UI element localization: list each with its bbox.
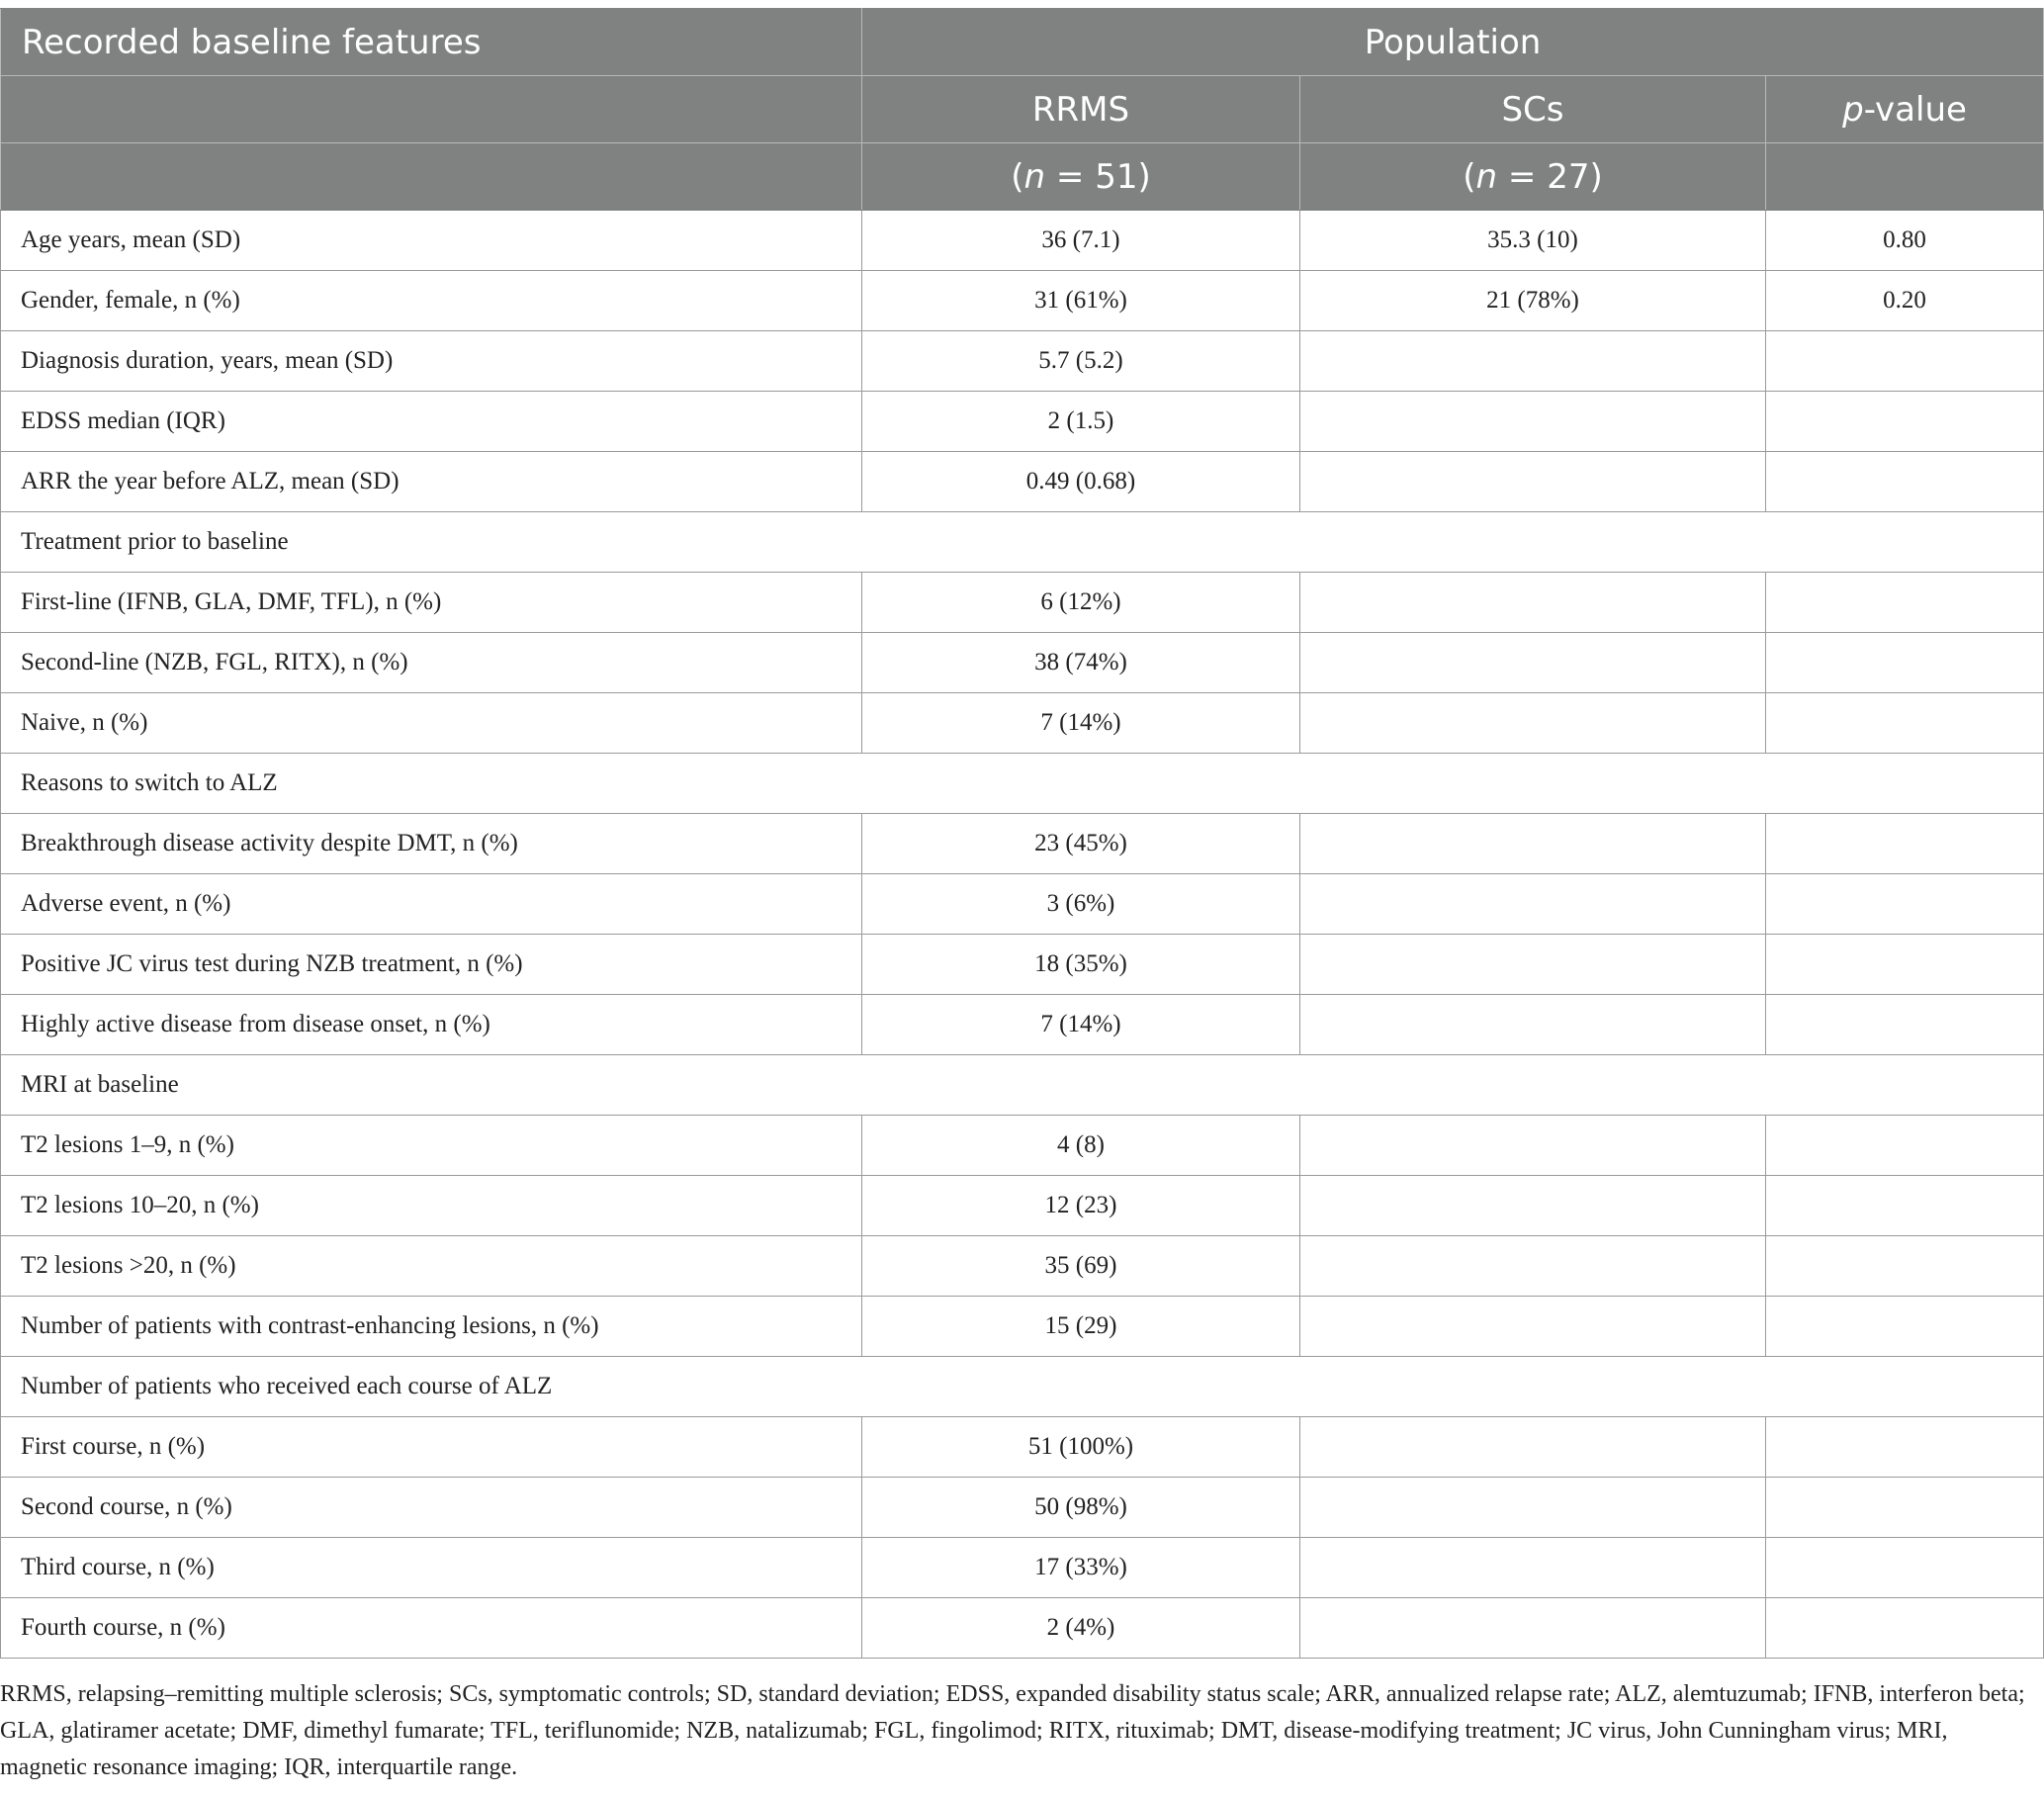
table-row [1, 814, 2044, 874]
header-empty-cell [1766, 143, 2044, 211]
p-value [1766, 1417, 2044, 1478]
header-p-rest: -value [1863, 89, 1967, 130]
header-scs-n-italic: n [1475, 156, 1498, 197]
scs-value [1300, 633, 1766, 693]
table-footnote: RRMS, relapsing–remitting multiple sclerosis; SCs, symptomatic controls; SD, standard deviation; EDSS, expanded disability status scale; ARR, annualized relapse rate; ALZ, alemtuzumab; IFNB, interferon beta; GLA, glatiramer acetate; DMF, dimethyl fumarate; TFL, teriflunomide; NZB, natalizumab; FGL, fingolimod; RITX, rituximab; DMT, disease-modifying treatment; JC virus, John Cunningham virus; MRI, magnetic resonance imaging; IQR, interquartile range. [0, 1681, 2025, 1780]
header-rrms-n-rest: = 51) [1045, 156, 1151, 197]
header-row-1 [1, 9, 2044, 76]
p-value [1766, 633, 2044, 693]
row-label: Fourth course, n (%) [1, 1598, 862, 1659]
table-row [1, 1598, 2044, 1659]
row-label: First-line (IFNB, GLA, DMF, TFL), n (%) [1, 573, 862, 633]
p-value [1766, 1176, 2044, 1236]
baseline-features-table [0, 8, 2044, 1659]
header-scs-n [1300, 143, 1766, 211]
scs-value [1300, 1598, 1766, 1659]
scs-value [1300, 693, 1766, 754]
section-row [1, 1055, 2044, 1116]
row-label: Naive, n (%) [1, 693, 862, 754]
table-row [1, 271, 2044, 331]
p-value: 0.20 [1766, 271, 2044, 331]
header-empty-cell [1, 143, 862, 211]
scs-value [1300, 331, 1766, 392]
p-value [1766, 1478, 2044, 1538]
rrms-value: 2 (1.5) [862, 392, 1300, 452]
p-value: 0.80 [1766, 211, 2044, 271]
section-label: Number of patients who received each course of ALZ [1, 1357, 2044, 1417]
section-label: Reasons to switch to ALZ [1, 754, 2044, 814]
header-p-italic: p [1842, 89, 1864, 130]
scs-value: 21 (78%) [1300, 271, 1766, 331]
header-recorded-features: Recorded baseline features [1, 9, 862, 76]
table-row [1, 935, 2044, 995]
table-row [1, 331, 2044, 392]
row-label: EDSS median (IQR) [1, 392, 862, 452]
rrms-value: 4 (8) [862, 1116, 1300, 1176]
rrms-value: 2 (4%) [862, 1598, 1300, 1659]
table-row [1, 1176, 2044, 1236]
header-population: Population [862, 9, 2044, 76]
p-value [1766, 1297, 2044, 1357]
rrms-value: 7 (14%) [862, 693, 1300, 754]
table-row [1, 874, 2044, 935]
row-label: Number of patients with contrast-enhancing lesions, n (%) [1, 1297, 862, 1357]
scs-value [1300, 1417, 1766, 1478]
rrms-value: 31 (61%) [862, 271, 1300, 331]
p-value [1766, 573, 2044, 633]
table-row [1, 1236, 2044, 1297]
scs-value [1300, 1176, 1766, 1236]
table-row [1, 573, 2044, 633]
p-value [1766, 1116, 2044, 1176]
section-label: Treatment prior to baseline [1, 512, 2044, 573]
header-row-3 [1, 143, 2044, 211]
scs-value: 35.3 (10) [1300, 211, 1766, 271]
scs-value [1300, 1538, 1766, 1598]
row-label: Age years, mean (SD) [1, 211, 862, 271]
row-label: Diagnosis duration, years, mean (SD) [1, 331, 862, 392]
row-label: Gender, female, n (%) [1, 271, 862, 331]
header-scs-n-rest: = 27) [1497, 156, 1603, 197]
section-row [1, 754, 2044, 814]
rrms-value: 0.49 (0.68) [862, 452, 1300, 512]
scs-value [1300, 814, 1766, 874]
table-row [1, 452, 2044, 512]
header-empty-cell [1, 76, 862, 143]
rrms-value: 38 (74%) [862, 633, 1300, 693]
rrms-value: 50 (98%) [862, 1478, 1300, 1538]
p-value [1766, 1538, 2044, 1598]
rrms-value: 7 (14%) [862, 995, 1300, 1055]
scs-value [1300, 1478, 1766, 1538]
section-row [1, 1357, 2044, 1417]
rrms-value: 18 (35%) [862, 935, 1300, 995]
scs-value [1300, 995, 1766, 1055]
scs-value [1300, 573, 1766, 633]
p-value [1766, 1598, 2044, 1659]
row-label: Third course, n (%) [1, 1538, 862, 1598]
table-header [1, 9, 2044, 211]
header-p-value [1766, 76, 2044, 143]
row-label: Highly active disease from disease onset, n (%) [1, 995, 862, 1055]
rrms-value: 6 (12%) [862, 573, 1300, 633]
header-rrms-n [862, 143, 1300, 211]
scs-value [1300, 452, 1766, 512]
table-body [1, 211, 2044, 1659]
p-value [1766, 392, 2044, 452]
scs-value [1300, 1116, 1766, 1176]
header-scs-n-open: ( [1463, 156, 1476, 197]
rrms-value: 36 (7.1) [862, 211, 1300, 271]
section-row [1, 512, 2044, 573]
rrms-value: 12 (23) [862, 1176, 1300, 1236]
header-row-2 [1, 76, 2044, 143]
table-row [1, 392, 2044, 452]
table-row [1, 995, 2044, 1055]
rrms-value: 51 (100%) [862, 1417, 1300, 1478]
rrms-value: 35 (69) [862, 1236, 1300, 1297]
p-value [1766, 331, 2044, 392]
header-scs: SCs [1300, 76, 1766, 143]
scs-value [1300, 392, 1766, 452]
rrms-value: 3 (6%) [862, 874, 1300, 935]
table-row [1, 1116, 2044, 1176]
row-label: ARR the year before ALZ, mean (SD) [1, 452, 862, 512]
row-label: Breakthrough disease activity despite DMT, n (%) [1, 814, 862, 874]
row-label: T2 lesions 1–9, n (%) [1, 1116, 862, 1176]
p-value [1766, 995, 2044, 1055]
table-container [0, 8, 2044, 1659]
scs-value [1300, 1297, 1766, 1357]
p-value [1766, 935, 2044, 995]
p-value [1766, 814, 2044, 874]
p-value [1766, 693, 2044, 754]
p-value [1766, 874, 2044, 935]
row-label: Adverse event, n (%) [1, 874, 862, 935]
table-row [1, 633, 2044, 693]
rrms-value: 23 (45%) [862, 814, 1300, 874]
row-label: Second course, n (%) [1, 1478, 862, 1538]
row-label: T2 lesions >20, n (%) [1, 1236, 862, 1297]
header-rrms-n-open: ( [1011, 156, 1024, 197]
row-label: Positive JC virus test during NZB treatment, n (%) [1, 935, 862, 995]
table-row [1, 1297, 2044, 1357]
header-rrms-n-italic: n [1023, 156, 1046, 197]
row-label: T2 lesions 10–20, n (%) [1, 1176, 862, 1236]
table-row [1, 693, 2044, 754]
rrms-value: 17 (33%) [862, 1538, 1300, 1598]
section-label: MRI at baseline [1, 1055, 2044, 1116]
rrms-value: 15 (29) [862, 1297, 1300, 1357]
row-label: Second-line (NZB, FGL, RITX), n (%) [1, 633, 862, 693]
table-row [1, 1417, 2044, 1478]
table-row [1, 1538, 2044, 1598]
header-rrms: RRMS [862, 76, 1300, 143]
p-value [1766, 452, 2044, 512]
table-row [1, 211, 2044, 271]
scs-value [1300, 874, 1766, 935]
p-value [1766, 1236, 2044, 1297]
scs-value [1300, 935, 1766, 995]
row-label: First course, n (%) [1, 1417, 862, 1478]
rrms-value: 5.7 (5.2) [862, 331, 1300, 392]
table-row [1, 1478, 2044, 1538]
scs-value [1300, 1236, 1766, 1297]
